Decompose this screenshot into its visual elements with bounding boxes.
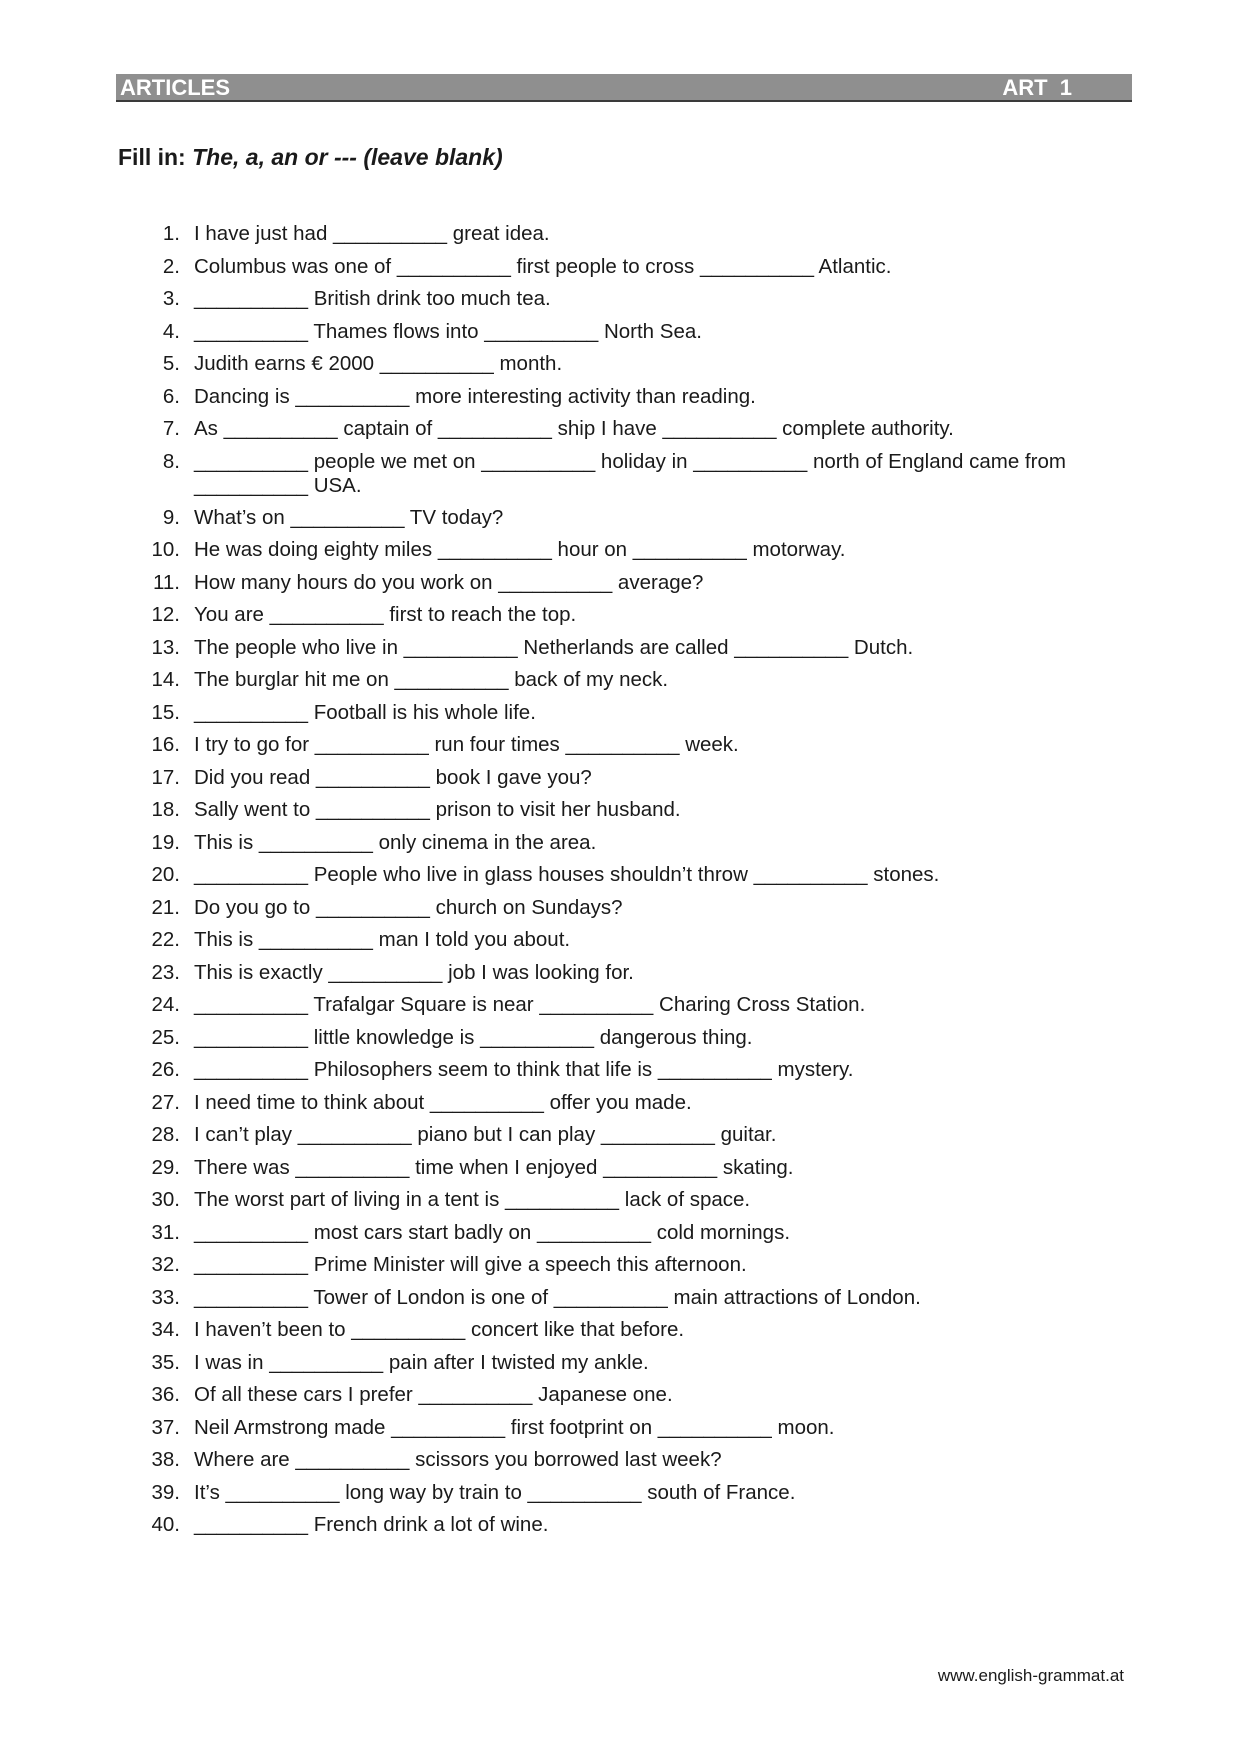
exercise-item <box>150 255 1110 288</box>
exercise-item <box>150 1318 1110 1351</box>
exercise-item <box>150 636 1110 669</box>
exercise-number: 21. <box>151 895 180 919</box>
exercise-sentence: __________ Thames flows into __________ North Sea. <box>194 319 702 343</box>
exercise-item <box>150 1156 1110 1189</box>
exercise-number: 18. <box>151 798 180 821</box>
exercise-item <box>150 928 1110 961</box>
worksheet-code: ART 1 <box>1002 75 1072 100</box>
exercise-sentence: Judith earns € 2000 __________ month. <box>194 352 563 375</box>
exercise-item <box>150 961 1110 994</box>
exercise-number: 35. <box>151 1350 180 1374</box>
exercise-number: 10. <box>151 538 180 561</box>
exercise-list <box>150 222 1110 1546</box>
exercise-sentence: I have just had __________ great idea. <box>194 222 550 245</box>
exercise-item <box>150 1123 1110 1156</box>
exercise-item <box>150 1481 1110 1514</box>
exercise-sentence-continuation: __________ USA. <box>194 473 362 497</box>
exercise-number: 37. <box>151 1415 180 1439</box>
exercise-item <box>150 320 1110 353</box>
exercise-number: 38. <box>151 1448 180 1471</box>
exercise-number: 17. <box>151 765 180 789</box>
exercise-sentence: Columbus was one of __________ first people to cross __________ Atlantic. <box>194 254 892 278</box>
exercise-sentence: The burglar hit me on __________ back of my neck. <box>194 668 669 691</box>
exercise-sentence: You are __________ first to reach the top. <box>194 603 577 626</box>
exercise-sentence: It’s __________ long way by train to __________ south of France. <box>194 1480 796 1504</box>
exercise-number: 4. <box>162 319 180 343</box>
exercise-item <box>150 1253 1110 1286</box>
exercise-item <box>150 993 1110 1026</box>
exercise-item <box>150 863 1110 896</box>
exercise-item <box>150 352 1110 385</box>
exercise-number: 28. <box>151 1123 180 1146</box>
exercise-number: 12. <box>151 603 180 626</box>
exercise-sentence: __________ People who live in glass houses shouldn’t throw __________ stones. <box>194 863 940 886</box>
worksheet-title: ARTICLES <box>120 75 230 100</box>
exercise-sentence: I need time to think about __________ offer you made. <box>194 1090 692 1114</box>
exercise-number: 3. <box>162 287 180 310</box>
exercise-number: 40. <box>151 1513 180 1536</box>
exercise-item <box>150 1351 1110 1384</box>
exercise-number: 6. <box>162 384 180 408</box>
exercise-number: 16. <box>151 733 180 756</box>
exercise-item <box>150 1286 1110 1319</box>
exercise-sentence: Dancing is __________ more interesting activity than reading. <box>194 384 756 408</box>
exercise-item <box>150 766 1110 799</box>
exercise-sentence: __________ Prime Minister will give a speech this afternoon. <box>194 1253 747 1276</box>
exercise-sentence: Do you go to __________ church on Sundays? <box>194 895 623 919</box>
exercise-sentence: __________ Football is his whole life. <box>194 700 536 724</box>
exercise-sentence: __________ Trafalgar Square is near __________ Charing Cross Station. <box>194 993 866 1016</box>
exercise-number: 25. <box>151 1025 180 1049</box>
exercise-number: 33. <box>151 1285 180 1309</box>
exercise-number: 27. <box>151 1090 180 1114</box>
exercise-number: 24. <box>151 993 180 1016</box>
exercise-item <box>150 571 1110 604</box>
exercise-number: 15. <box>151 700 180 724</box>
exercise-sentence: __________ British drink too much tea. <box>194 287 551 310</box>
exercise-sentence: As __________ captain of __________ ship I have __________ complete authority. <box>194 417 954 440</box>
exercise-item <box>150 538 1110 571</box>
exercise-item <box>150 798 1110 831</box>
exercise-sentence: Where are __________ scissors you borrowed last week? <box>194 1448 722 1471</box>
exercise-number: 20. <box>151 863 180 886</box>
instructions-text: The, a, an or --- (leave blank) <box>192 144 503 170</box>
exercise-item <box>150 417 1110 450</box>
exercise-sentence: __________ Philosophers seem to think that life is __________ mystery. <box>194 1058 854 1081</box>
exercise-number: 23. <box>151 960 180 984</box>
instructions-label: Fill in: <box>118 144 186 170</box>
exercise-sentence: He was doing eighty miles __________ hour on __________ motorway. <box>194 538 846 561</box>
exercise-sentence: Sally went to __________ prison to visit her husband. <box>194 798 681 821</box>
exercise-number: 30. <box>151 1188 180 1211</box>
exercise-sentence: Of all these cars I prefer __________ Japanese one. <box>194 1383 673 1406</box>
exercise-sentence: How many hours do you work on __________ average? <box>194 570 704 594</box>
exercise-item <box>150 668 1110 701</box>
exercise-item <box>150 1416 1110 1449</box>
footer-url: www.english-grammat.at <box>937 1666 1124 1685</box>
exercise-sentence: The people who live in __________ Netherlands are called __________ Dutch. <box>194 635 914 659</box>
exercise-number: 36. <box>151 1383 180 1406</box>
exercise-number: 9. <box>162 505 180 529</box>
exercise-number: 39. <box>151 1480 180 1504</box>
exercise-number: 29. <box>151 1155 180 1179</box>
exercise-item <box>150 385 1110 418</box>
exercise-number: 2. <box>162 254 180 278</box>
exercise-sentence: __________ most cars start badly on __________ cold mornings. <box>194 1220 791 1244</box>
exercise-item <box>150 1026 1110 1059</box>
exercise-item <box>150 1058 1110 1091</box>
instructions <box>118 142 503 172</box>
exercise-sentence: __________ people we met on __________ holiday in __________ north of England came from <box>194 449 1066 473</box>
exercise-sentence: This is exactly __________ job I was looking for. <box>194 960 634 984</box>
exercise-item <box>150 1383 1110 1416</box>
exercise-item <box>150 1513 1110 1546</box>
exercise-item <box>150 831 1110 864</box>
exercise-sentence: Neil Armstrong made __________ first footprint on __________ moon. <box>194 1415 835 1439</box>
exercise-sentence: __________ little knowledge is __________ dangerous thing. <box>194 1025 753 1049</box>
exercise-sentence: I haven’t been to __________ concert like that before. <box>194 1318 685 1341</box>
exercise-number: 7. <box>162 417 180 440</box>
exercise-item <box>150 222 1110 255</box>
exercise-sentence: There was __________ time when I enjoyed __________ skating. <box>194 1155 794 1179</box>
exercise-sentence: Did you read __________ book I gave you? <box>194 765 592 789</box>
exercise-sentence: The worst part of living in a tent is __________ lack of space. <box>194 1188 751 1211</box>
exercise-number: 8. <box>162 449 180 473</box>
exercise-number: 32. <box>151 1253 180 1276</box>
exercise-item <box>150 603 1110 636</box>
exercise-number: 11. <box>153 570 180 594</box>
exercise-item <box>150 733 1110 766</box>
exercise-item <box>150 1091 1110 1124</box>
exercise-number: 26. <box>151 1058 180 1081</box>
exercise-item <box>150 1448 1110 1481</box>
exercise-sentence: __________ French drink a lot of wine. <box>194 1513 549 1536</box>
exercise-number: 14. <box>151 668 180 691</box>
exercise-sentence: I can’t play __________ piano but I can play __________ guitar. <box>194 1123 777 1146</box>
exercise-sentence: I was in __________ pain after I twisted my ankle. <box>194 1350 649 1374</box>
exercise-item <box>150 450 1110 506</box>
exercise-number: 5. <box>162 352 180 375</box>
exercise-item <box>150 506 1110 539</box>
exercise-sentence: I try to go for __________ run four times __________ week. <box>194 733 739 756</box>
exercise-number: 31. <box>151 1220 180 1244</box>
exercise-number: 19. <box>151 830 180 854</box>
exercise-item <box>150 896 1110 929</box>
exercise-sentence: __________ Tower of London is one of __________ main attractions of London. <box>194 1285 921 1309</box>
exercise-item <box>150 287 1110 320</box>
exercise-sentence: This is __________ man I told you about. <box>194 928 571 951</box>
exercise-number: 34. <box>151 1318 180 1341</box>
exercise-item <box>150 1188 1110 1221</box>
exercise-item <box>150 701 1110 734</box>
exercise-number: 13. <box>151 635 180 659</box>
exercise-number: 22. <box>151 928 180 951</box>
exercise-sentence: This is __________ only cinema in the area. <box>194 830 597 854</box>
exercise-sentence: What’s on __________ TV today? <box>194 505 504 529</box>
exercise-item <box>150 1221 1110 1254</box>
exercise-number: 1. <box>162 222 180 245</box>
header-bar <box>116 74 1132 102</box>
